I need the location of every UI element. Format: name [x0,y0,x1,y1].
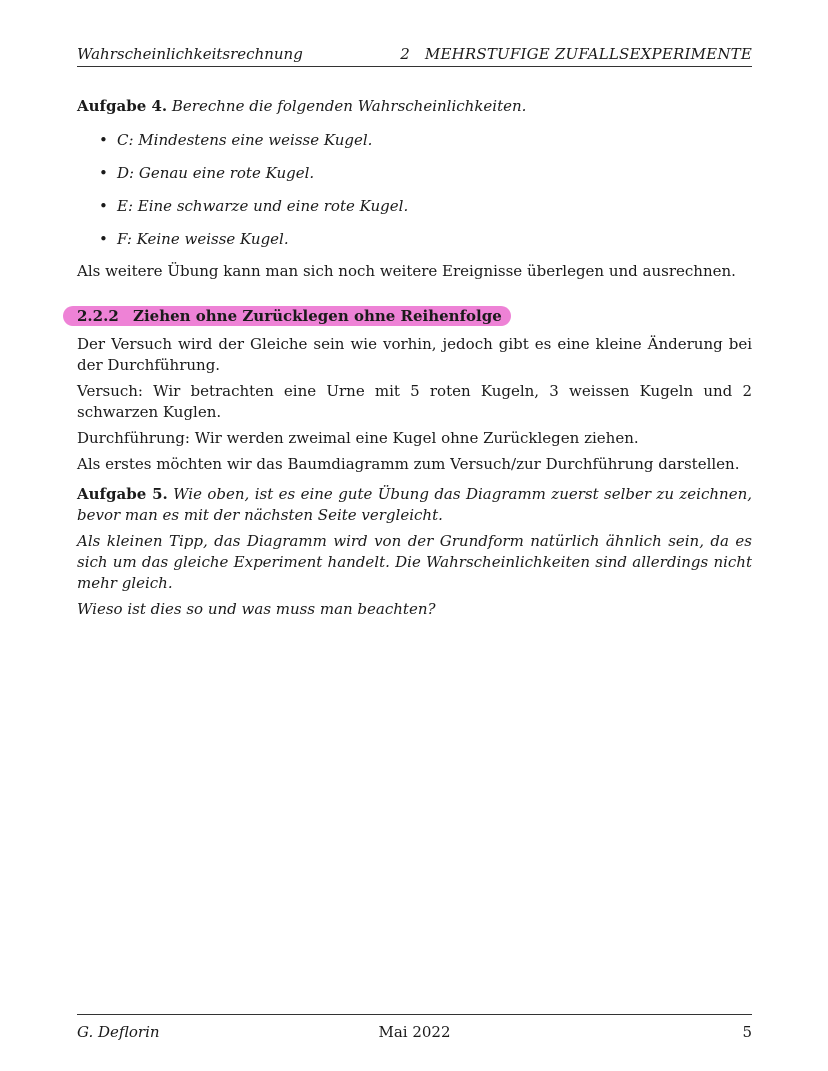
list-item-text: D: Genau eine rote Kugel. [117,164,315,182]
bullet-icon: • [99,164,108,182]
task-5 [77,484,752,526]
task-5-question: Wieso ist dies so und was muss man beachten? [77,600,436,618]
paragraph: Versuch: Wir betrachten eine Urne mit 5 roten Kugeln, 3 weissen Kugeln und 2 schwarzen Kuglen. [77,382,752,421]
task-4-list [77,129,752,261]
bullet-icon: • [99,197,108,215]
list-item [77,195,752,228]
section-title: Ziehen ohne Zurücklegen ohne Reihenfolge [133,307,502,325]
page-content [77,96,752,620]
page-footer [77,1014,752,1045]
footer-date: Mai 2022 [378,1023,451,1041]
list-item-text: F: Keine weisse Kugel. [117,230,289,248]
task-5-text: Wie oben, ist es eine gute Übung das Diagramm zuerst selber zu zeichnen, bevor man es mit der nächsten Seite vergleicht. [77,485,752,524]
header-title: Wahrscheinlichkeitsrechnung [77,45,303,63]
paragraph: Durchführung: Wir werden zweimal eine Kugel ohne Zurücklegen ziehen. [77,429,639,447]
task-5-tip: Als kleinen Tipp, das Diagramm wird von der Grundform natürlich ähnlich sein, da es sich um das gleiche Experiment handelt. Die Wahrscheinlichkeiten sind allerdings nicht mehr gleich. [77,532,752,592]
task-5-label: Aufgabe 5. [77,485,168,503]
task-4-label: Aufgabe 4. [77,97,168,115]
list-item [77,228,752,261]
after-items-paragraph: Als weitere Übung kann man sich noch weitere Ereignisse überlegen und ausrechnen. [77,262,736,280]
footer-author: G. Deflorin [77,1023,160,1041]
bullet-icon: • [99,230,108,248]
bullet-icon: • [99,131,108,149]
page-header [77,44,752,67]
list-item [77,162,752,195]
section-number: 2.2.2 [77,307,119,325]
page-number: 5 [742,1023,752,1041]
paragraph: Der Versuch wird der Gleiche sein wie vorhin, jedoch gibt es eine kleine Änderung bei der Durchführung. [77,335,752,374]
task-4 [77,96,752,117]
paragraph: Als erstes möchten wir das Baumdiagramm zum Versuch/zur Durchführung darstellen. [77,455,740,473]
task-4-text: Berechne die folgenden Wahrscheinlichkeiten. [171,97,527,115]
list-item-text: C: Mindestens eine weisse Kugel. [117,131,373,149]
list-item-text: E: Eine schwarze und eine rote Kugel. [117,197,409,215]
list-item [77,129,752,162]
header-chapter: 2 MEHRSTUFIGE ZUFALLSEXPERIMENTE [400,45,752,63]
section-heading [63,306,511,326]
